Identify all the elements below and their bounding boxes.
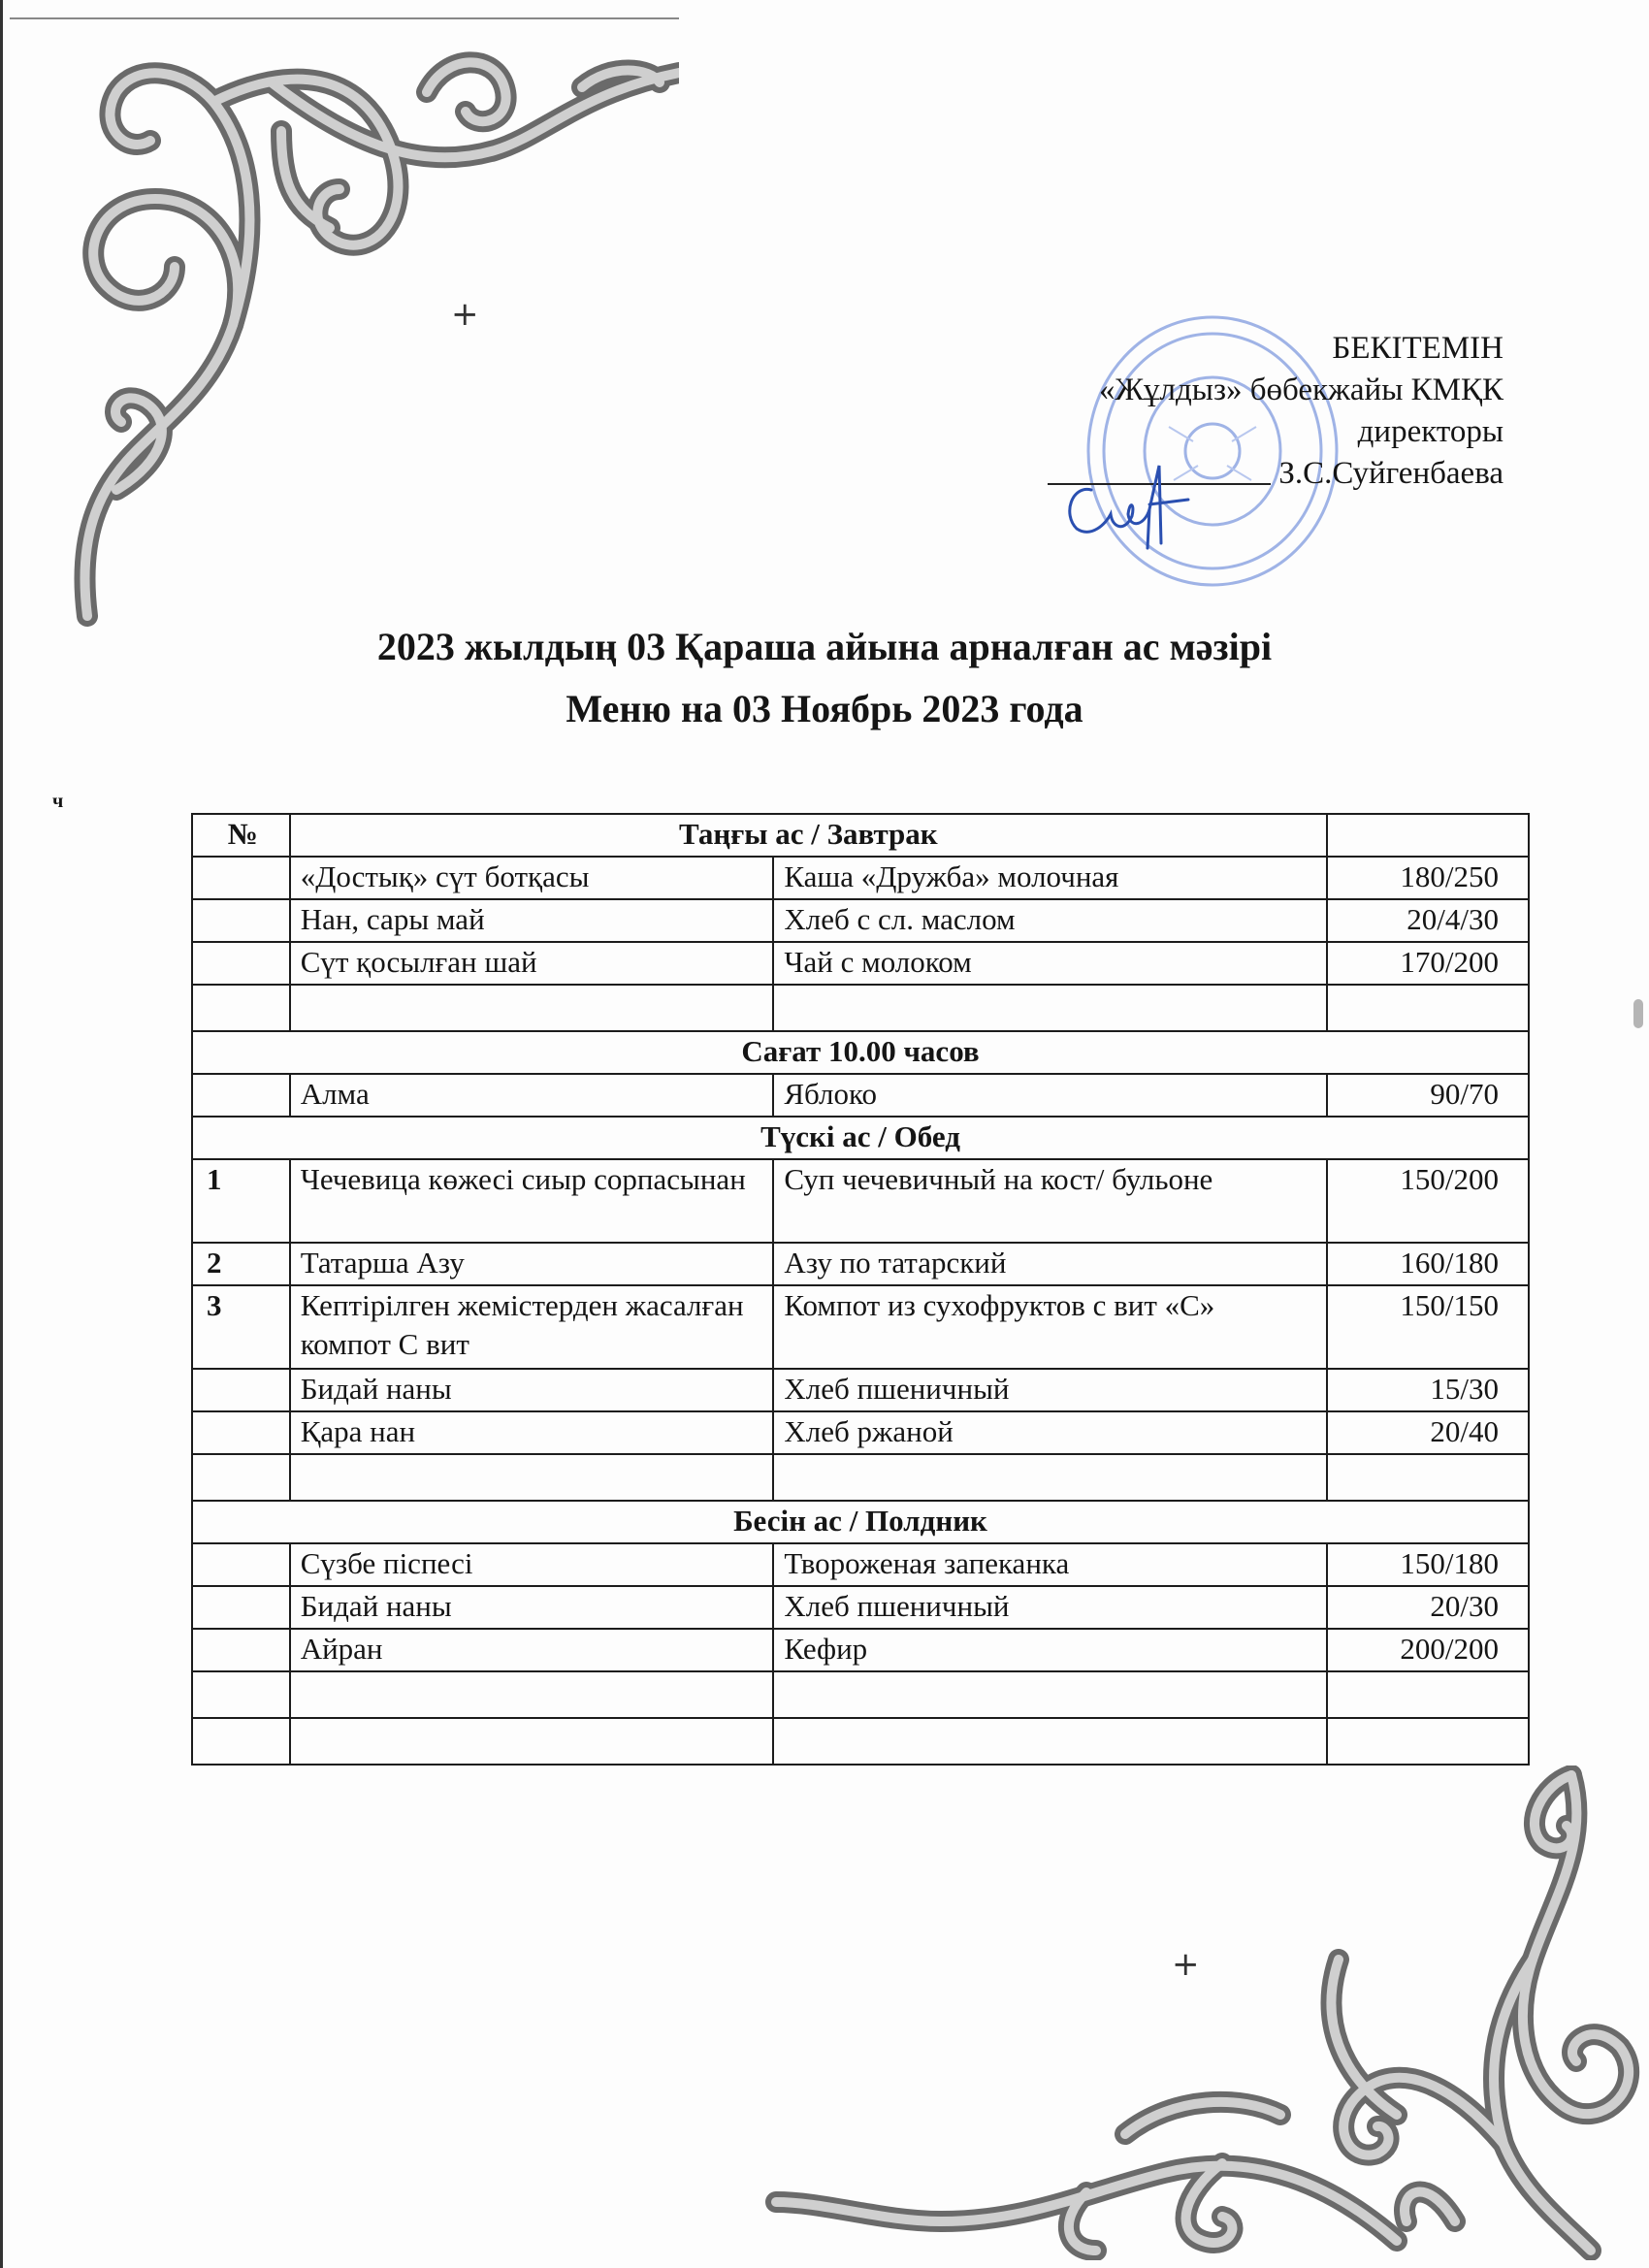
row-number: 3: [192, 1285, 290, 1369]
dish-ru: Компот из сухофруктов с вит «С»: [773, 1285, 1327, 1369]
dish-kz: Айран: [290, 1629, 774, 1671]
dish-kz: «Достық» сүт ботқасы: [290, 857, 774, 899]
dish-ru: Хлеб пшеничный: [773, 1369, 1327, 1411]
crosshair-mark-bottom: +: [1172, 1945, 1200, 1984]
approval-title: БЕКІТЕМІН: [1332, 331, 1504, 366]
empty-cell: [1327, 1671, 1529, 1718]
dish-kz: Кептірілген жемістерден жасалған компот С вит: [290, 1285, 774, 1369]
dish-qty: 160/180: [1327, 1243, 1529, 1285]
dish-ru: Суп чечевичный на кост/ бульоне: [773, 1159, 1327, 1243]
menu-title-kz: 2023 жылдың 03 Қараша айына арналған ас мәзірі: [376, 625, 1273, 668]
dish-qty: 150/180: [1327, 1543, 1529, 1586]
header-qty: [1327, 814, 1529, 857]
empty-cell: [1327, 1454, 1529, 1501]
dish-qty: 20/40: [1327, 1411, 1529, 1454]
dish-ru: Твороженая запеканка: [773, 1543, 1327, 1586]
section-afternoon: Бесін ас / Полдник: [192, 1501, 1529, 1543]
empty-cell: [290, 1454, 774, 1501]
row-number: [192, 942, 290, 985]
row-number: [192, 1074, 290, 1117]
dish-ru: Чай с молоком: [773, 942, 1327, 985]
dish-qty: 150/150: [1327, 1285, 1529, 1369]
section-row: [192, 1031, 1529, 1074]
dish-qty: 20/4/30: [1327, 899, 1529, 942]
table-row: [192, 857, 1529, 899]
table-row: [192, 1074, 1529, 1117]
dish-qty: 15/30: [1327, 1369, 1529, 1411]
table-row: [192, 1243, 1529, 1285]
section-snack: Сағат 10.00 часов: [192, 1031, 1529, 1074]
dish-ru: Хлеб с сл. маслом: [773, 899, 1327, 942]
empty-cell: [773, 1454, 1327, 1501]
dish-qty: 20/30: [1327, 1586, 1529, 1629]
dish-ru: Яблоко: [773, 1074, 1327, 1117]
dish-kz: Бидай наны: [290, 1586, 774, 1629]
dish-ru: Азу по татарский: [773, 1243, 1327, 1285]
dish-kz: Сүзбе піспесі: [290, 1543, 774, 1586]
empty-cell: [290, 1718, 774, 1765]
dish-kz: Бидай наны: [290, 1369, 774, 1411]
empty-cell: [773, 985, 1327, 1031]
dish-kz: Татарша Азу: [290, 1243, 774, 1285]
empty-cell: [192, 985, 290, 1031]
dish-kz: Алма: [290, 1074, 774, 1117]
dish-qty: 200/200: [1327, 1629, 1529, 1671]
ornament-bottom-right: [718, 1766, 1649, 2260]
dish-kz: Чечевица көжесі сиыр сорпасынан: [290, 1159, 774, 1243]
row-number: [192, 1629, 290, 1671]
dish-qty: 90/70: [1327, 1074, 1529, 1117]
stray-mark: ч: [52, 791, 64, 812]
row-number: 2: [192, 1243, 290, 1285]
ornament-top-left: [39, 34, 679, 635]
approval-position: директоры: [1357, 414, 1504, 449]
table-row-empty: [192, 1671, 1529, 1718]
section-lunch: Түскі ас / Обед: [192, 1117, 1529, 1159]
table-row-empty: [192, 1718, 1529, 1765]
empty-cell: [192, 1718, 290, 1765]
dish-qty: 180/250: [1327, 857, 1529, 899]
dish-qty: 170/200: [1327, 942, 1529, 985]
header-number: №: [192, 814, 290, 857]
scan-left-edge: [0, 0, 3, 2268]
dish-kz: Қара нан: [290, 1411, 774, 1454]
table-row-empty: [192, 1454, 1529, 1501]
dish-ru: Кефир: [773, 1629, 1327, 1671]
row-number: [192, 899, 290, 942]
dish-kz: Нан, сары май: [290, 899, 774, 942]
empty-cell: [290, 985, 774, 1031]
section-row: [192, 1117, 1529, 1159]
menu-title-ru: Меню на 03 Ноябрь 2023 года: [566, 687, 1083, 730]
dish-ru: Хлеб ржаной: [773, 1411, 1327, 1454]
table-row-empty: [192, 985, 1529, 1031]
empty-cell: [773, 1671, 1327, 1718]
crosshair-mark-top: +: [451, 295, 479, 334]
dish-qty: 150/200: [1327, 1159, 1529, 1243]
approval-organization: «Жұлдыз» бөбекжайы КМҚК: [1098, 373, 1504, 407]
table-row: [192, 1586, 1529, 1629]
dish-kz: Сүт қосылған шай: [290, 942, 774, 985]
row-number: [192, 857, 290, 899]
empty-cell: [192, 1671, 290, 1718]
table-row: [192, 1369, 1529, 1411]
table-row: [192, 1629, 1529, 1671]
scan-top-edge: [10, 17, 679, 19]
section-breakfast: Таңғы ас / Завтрак: [290, 814, 1327, 857]
row-number: 1: [192, 1159, 290, 1243]
table-row: [192, 1159, 1529, 1243]
table-row: [192, 899, 1529, 942]
table-row: [192, 942, 1529, 985]
empty-cell: [773, 1718, 1327, 1765]
row-number: [192, 1586, 290, 1629]
empty-cell: [192, 1454, 290, 1501]
empty-cell: [1327, 985, 1529, 1031]
section-row: [192, 1501, 1529, 1543]
row-number: [192, 1369, 290, 1411]
handwritten-signature: [1052, 456, 1208, 553]
table-row: [192, 1411, 1529, 1454]
dish-ru: Каша «Дружба» молочная: [773, 857, 1327, 899]
empty-cell: [290, 1671, 774, 1718]
empty-cell: [1327, 1718, 1529, 1765]
table-row: [192, 1543, 1529, 1586]
row-number: [192, 1411, 290, 1454]
table-header-row: [192, 814, 1529, 857]
row-number: [192, 1543, 290, 1586]
approval-name: З.С.Суйгенбаева: [1278, 456, 1504, 491]
scan-smudge: [1633, 999, 1643, 1028]
dish-ru: Хлеб пшеничный: [773, 1586, 1327, 1629]
table-row: [192, 1285, 1529, 1369]
menu-table: [191, 813, 1530, 1766]
